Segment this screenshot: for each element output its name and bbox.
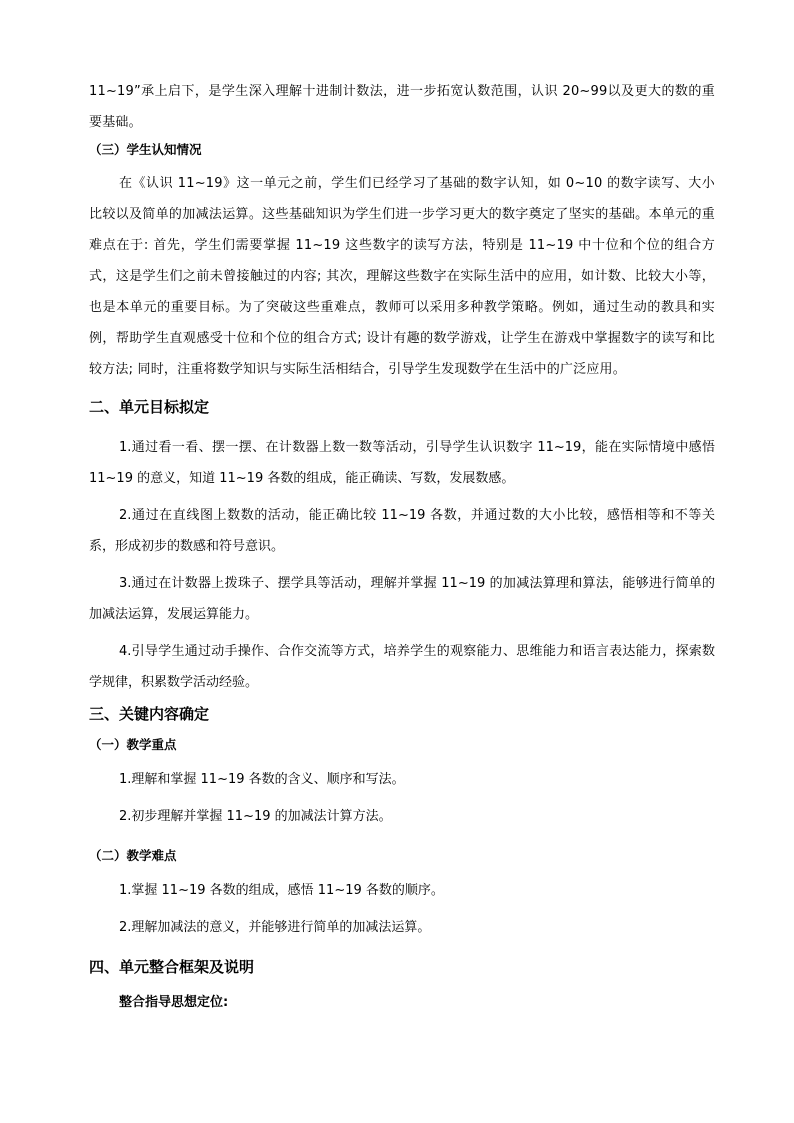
difficulty-heading: （二）教学难点 — [89, 848, 177, 863]
goal-item-2: 2.通过在直线图上数数的活动，能正确比较 11~19 各数，并通过数的大小比较，感悟相等和不等关系，形成初步的数感和符号意识。 — [89, 508, 715, 554]
focus-heading: （一）教学重点 — [89, 737, 177, 752]
cognition-paragraph: 在《认识 11~19》这一单元之前，学生们已经学习了基础的数字认知，如 0~10 的数字读写、大小比较以及简单的加减法运算。这些基础知识为学生们进一步学习更大的数字奠定了坚实的基础。本单元的重难点在于: 首先，学生们需要掌握 11~19 这些数字的读写方法，特别是 11~19 中十位和个位的组合方式，这是学生们之前未曾接触过的内容; 其次，理解这些数字在实际生活中的应用，如计数、比较大小等，也是本单元的重要目标。为了突破这些重难点，教师可以采用多种教学策略。例如，通过生动的教具和实例，帮助学生直观感受十位和个位的组合方式; 设计有趣的数学游戏，让学生在游戏中掌握数字的读写和比较方法; 同时，注重将数学知识与实际生活相结合，引导学生发现数学在生活中的广泛应用。 — [89, 176, 715, 377]
intro-continued-paragraph: 11~19”承上启下，是学生深入理解十进制计数法，进一步拓宽认数范围，认识 20~99以及更大的数的重要基础。 — [89, 84, 715, 130]
goal-item-3: 3.通过在计数器上拨珠子、摆学具等活动，理解并掌握 11~19 的加减法算理和算法，能够进行简单的加减法运算，发展运算能力。 — [89, 576, 715, 622]
goal-item-1: 1.通过看一看、摆一摆、在计数器上数一数等活动，引导学生认识数字 11~19，能在实际情境中感悟 11~19 的意义，知道 11~19 各数的组成，能正确读、写数，发展数感。 — [89, 440, 715, 486]
focus-item-1: 1.理解和掌握 11~19 各数的含义、顺序和写法。 — [119, 772, 405, 787]
difficulty-item-2: 2.理解加减法的意义，并能够进行简单的加减法运算。 — [119, 920, 431, 935]
framework-heading: 四、单元整合框架及说明 — [89, 958, 255, 976]
goal-item-4: 4.引导学生通过动手操作、合作交流等方式，培养学生的观察能力、思维能力和语言表达能力，探索数学规律，积累数学活动经验。 — [89, 644, 715, 690]
goals-heading: 二、单元目标拟定 — [89, 398, 210, 416]
difficulty-item-1: 1.掌握 11~19 各数的组成，感悟 11~19 各数的顺序。 — [119, 883, 444, 898]
document-body — [89, 78, 715, 1018]
focus-item-2: 2.初步理解并掌握 11~19 的加减法计算方法。 — [119, 809, 392, 824]
key-content-heading: 三、关键内容确定 — [89, 705, 210, 723]
cognition-heading: （三）学生认知情况 — [89, 142, 202, 157]
framework-sub-label: 整合指导思想定位: — [119, 995, 229, 1010]
